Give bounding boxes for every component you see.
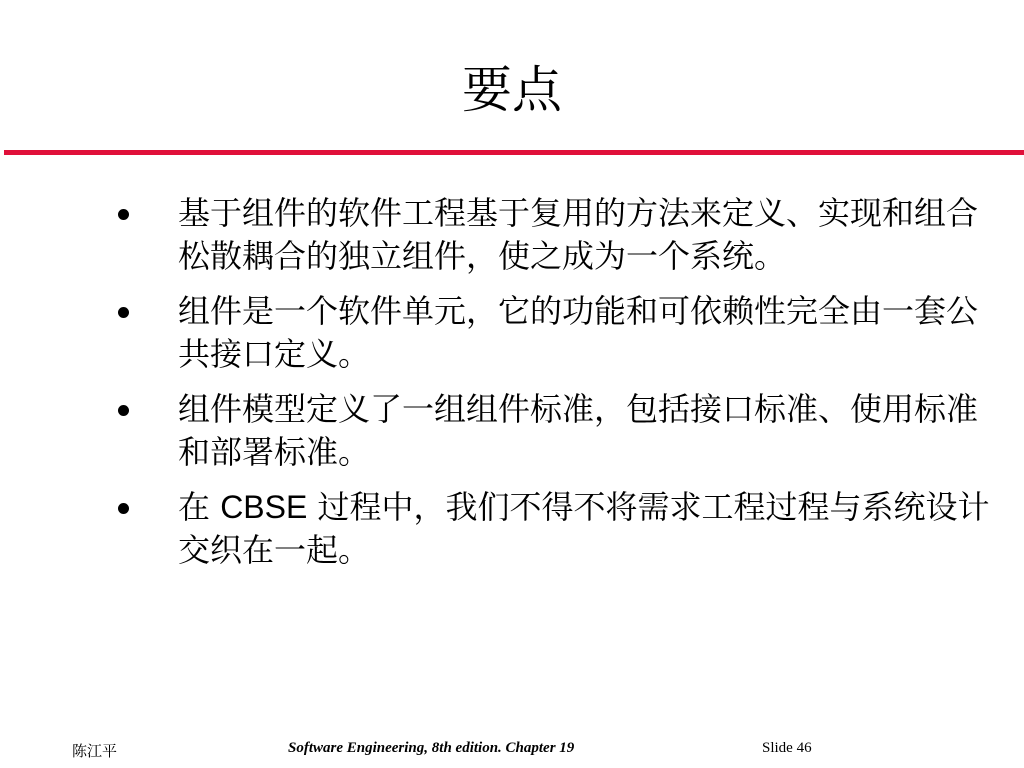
slide-title: 要点	[462, 61, 562, 119]
bullet-item	[118, 388, 998, 474]
bullet-dot-icon	[118, 209, 129, 220]
bullet-item	[118, 192, 998, 278]
bullet-text: 组件模型定义了一组组件标准，包括接口标准、使用标准和部署标准。	[178, 390, 979, 471]
bullet-text-prefix: 在	[178, 488, 221, 526]
title-divider	[4, 150, 1024, 155]
bullet-item	[118, 486, 998, 572]
bullet-text-suffix: 过程中，我们不得不将需求工程过程与系统设计交织在一起。	[178, 488, 990, 569]
bullet-dot-icon	[118, 307, 129, 318]
bullet-item	[118, 290, 998, 376]
footer-slide-number: Slide 46	[762, 740, 812, 756]
bullet-dot-icon	[118, 503, 129, 514]
bullet-text: 组件是一个软件单元，它的功能和可依赖性完全由一套公共接口定义。	[178, 292, 979, 373]
bullet-dot-icon	[118, 405, 129, 416]
bullet-text: 基于组件的软件工程基于复用的方法来定义、实现和组合松散耦合的独立组件，使之成为一个系统。	[178, 194, 979, 275]
bullet-list	[118, 192, 998, 584]
bullet-term-cbse: CBSE	[220, 489, 308, 525]
footer-author: 陈江平	[72, 742, 118, 760]
footer-course: Software Engineering, 8th edition. Chapter 19	[288, 740, 575, 756]
